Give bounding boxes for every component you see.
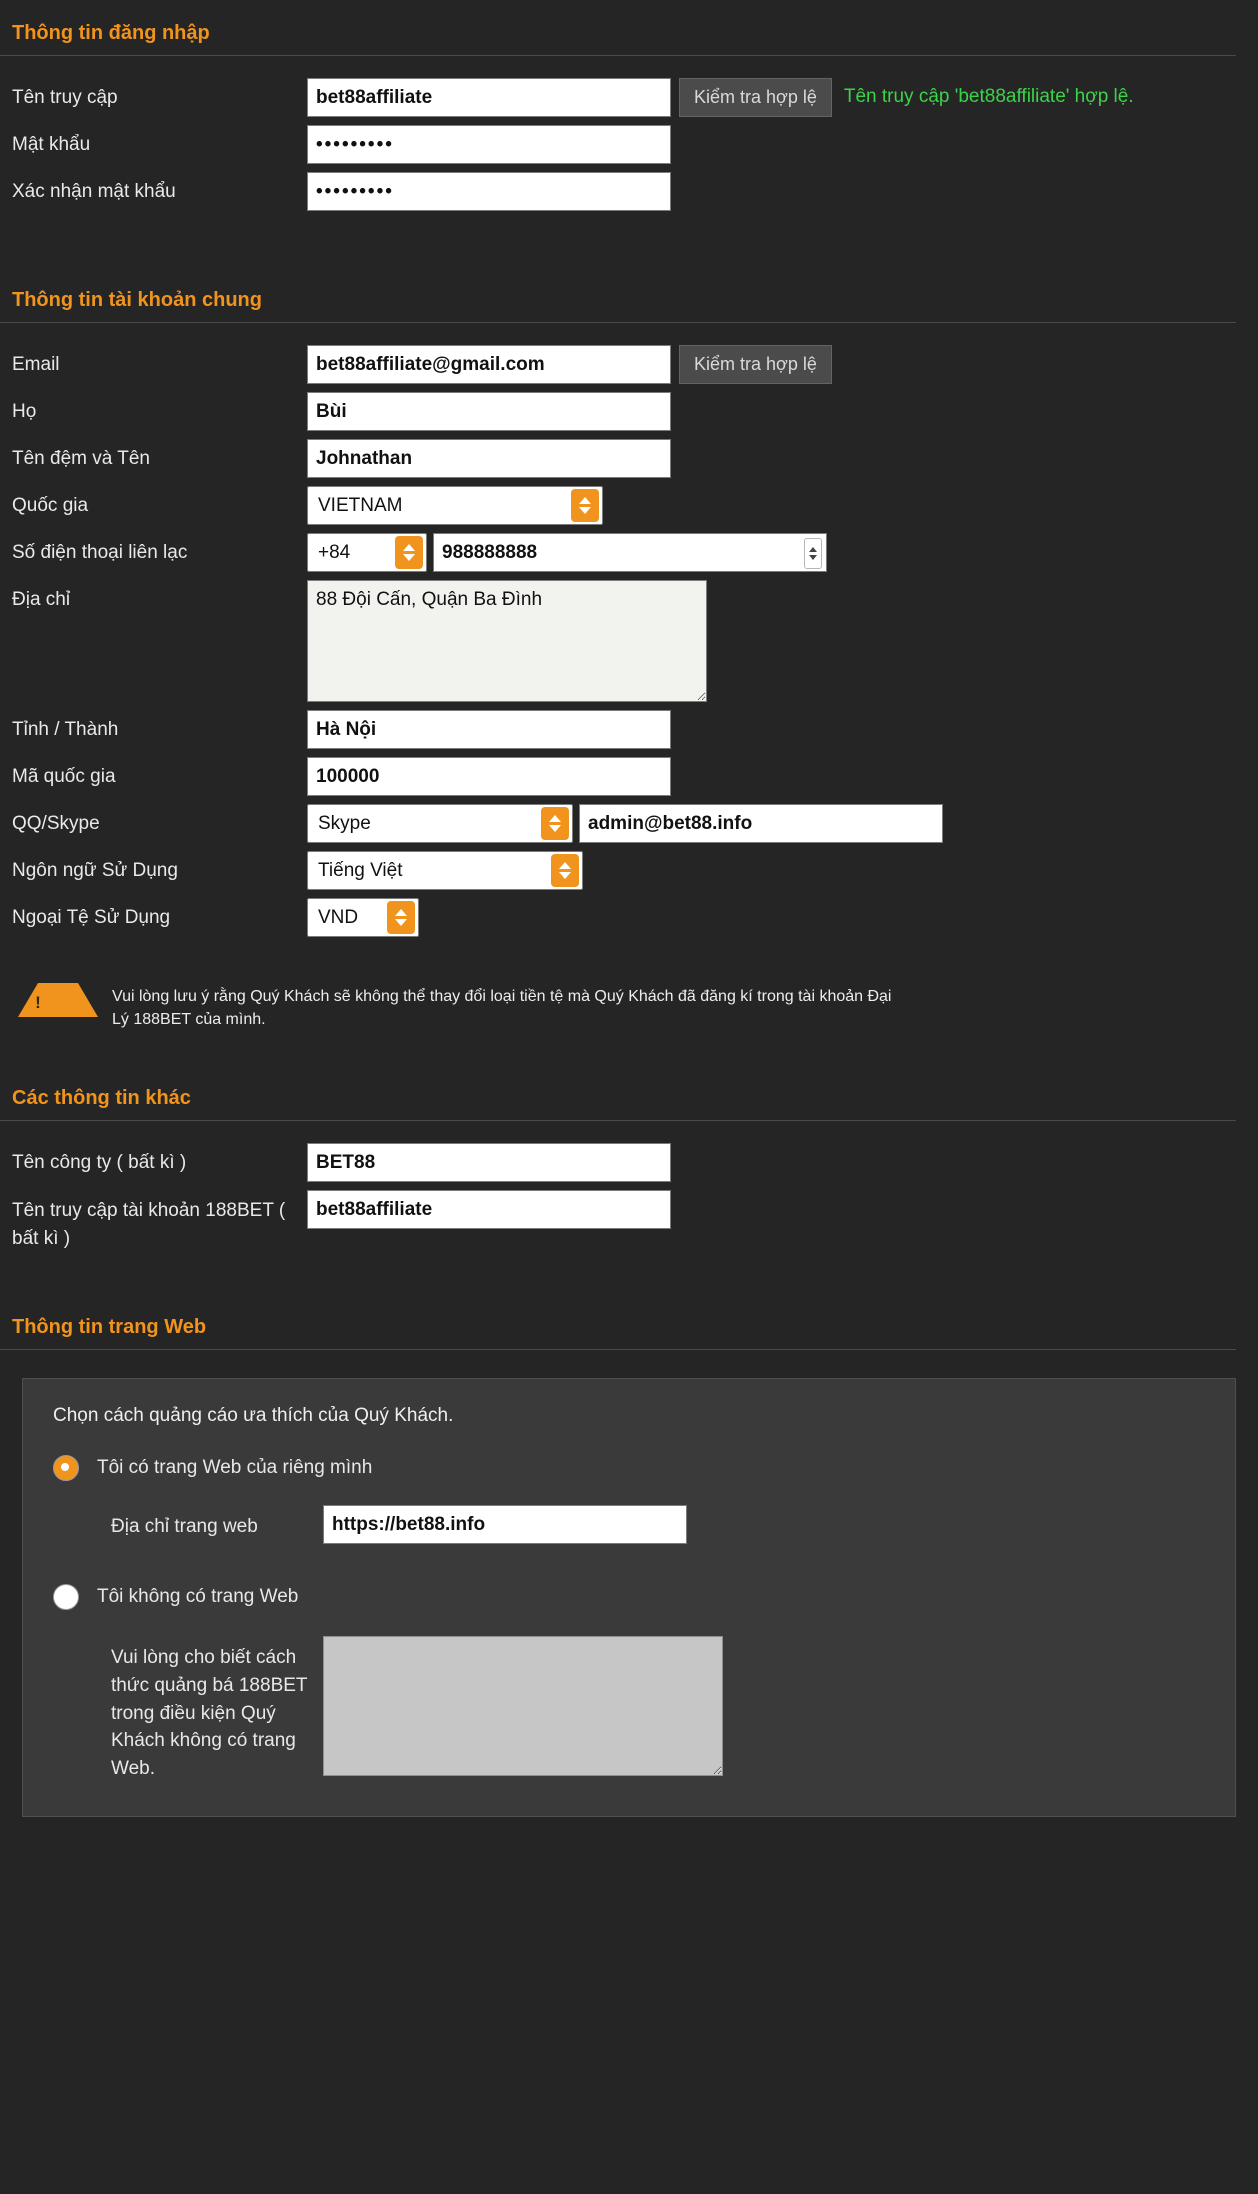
username-valid-message: Tên truy cập 'bet88affiliate' hợp lệ. — [843, 86, 1134, 107]
phone-number-input[interactable] — [433, 533, 827, 572]
currency-select[interactable] — [307, 898, 419, 937]
row-account188 — [12, 1190, 1258, 1252]
label-phone: Số điện thoại liên lạc — [12, 542, 188, 563]
row-password — [12, 125, 1258, 164]
username-check-button[interactable]: Kiểm tra hợp lệ — [679, 78, 832, 117]
row-address — [12, 580, 1258, 702]
label-zip: Mã quốc gia — [12, 766, 116, 787]
label-firstname: Tên đệm và Tên — [12, 448, 151, 469]
radio-no-site-icon[interactable] — [53, 1584, 79, 1610]
field-language — [307, 851, 583, 890]
language-select[interactable] — [307, 851, 583, 890]
website-panel-lead: Chọn cách quảng cáo ưa thích của Quý Khách. — [53, 1405, 454, 1427]
lastname-input[interactable] — [307, 392, 671, 431]
field-phone — [307, 533, 827, 572]
row-confirm-password — [12, 172, 1258, 211]
section-title-website: Thông tin trang Web — [0, 1316, 1236, 1350]
label-address: Địa chỉ — [12, 589, 71, 610]
spacer-between-radios — [53, 1544, 1205, 1584]
spacer-after-other — [0, 1260, 1258, 1316]
row-no-site-note — [111, 1636, 1205, 1782]
label-confirm-password: Xác nhận mật khẩu — [12, 181, 176, 202]
label-im: QQ/Skype — [12, 813, 100, 834]
field-confirm-password — [307, 172, 671, 211]
label-currency: Ngoại Tệ Sử Dụng — [12, 907, 171, 928]
row-company — [12, 1143, 1258, 1182]
field-account188 — [307, 1190, 671, 1229]
password-input[interactable] — [307, 125, 671, 164]
company-input[interactable] — [307, 1143, 671, 1182]
label-account188: Tên truy cập tài khoản 188BET ( bất kì ) — [12, 1200, 286, 1249]
general-fields — [0, 323, 1258, 937]
phone-code-select[interactable] — [307, 533, 427, 572]
section-general — [0, 289, 1258, 1031]
row-phone — [12, 533, 1258, 572]
radio-option-no-site[interactable] — [53, 1584, 1205, 1610]
language-select-wrap — [307, 851, 583, 890]
label-lastname: Họ — [12, 401, 37, 422]
radio-has-site-label: Tôi có trang Web của riêng mình — [97, 1457, 373, 1479]
radio-no-site-label: Tôi không có trang Web — [97, 1586, 299, 1608]
no-site-note-textarea[interactable] — [323, 1636, 723, 1776]
row-currency — [12, 898, 1258, 937]
radio-has-site-icon[interactable] — [53, 1455, 79, 1481]
field-lastname — [307, 392, 671, 431]
row-im — [12, 804, 1258, 843]
province-input[interactable] — [307, 710, 671, 749]
account188-input[interactable] — [307, 1190, 671, 1229]
field-province — [307, 710, 671, 749]
site-url-input[interactable] — [323, 1505, 687, 1544]
label-language: Ngôn ngữ Sử Dụng — [12, 860, 178, 881]
field-country — [307, 486, 603, 525]
section-title-general: Thông tin tài khoản chung — [0, 289, 1236, 323]
spacer-after-general — [0, 1031, 1258, 1087]
currency-select-wrap — [307, 898, 419, 937]
row-lastname — [12, 392, 1258, 431]
currency-warning-text: Vui lòng lưu ý rằng Quý Khách sẽ không thể thay đổi loại tiền tệ mà Quý Khách đã đăng kí trong tài khoản Đại Lý 188BET của mình. — [112, 988, 892, 1029]
label-email: Email — [12, 354, 60, 375]
label-company: Tên công ty ( bất kì ) — [12, 1152, 187, 1174]
label-country: Quốc gia — [12, 495, 89, 516]
section-other — [0, 1087, 1258, 1252]
website-panel — [22, 1378, 1236, 1817]
row-language — [12, 851, 1258, 890]
row-username — [12, 78, 1258, 117]
username-input[interactable] — [307, 78, 671, 117]
email-check-button[interactable]: Kiểm tra hợp lệ — [679, 345, 832, 384]
country-select[interactable] — [307, 486, 603, 525]
im-type-select-wrap — [307, 804, 573, 843]
section-title-login: Thông tin đăng nhập — [0, 22, 1236, 56]
address-textarea[interactable] — [307, 580, 707, 702]
warning-triangle-icon — [18, 983, 98, 1017]
row-zip — [12, 757, 1258, 796]
email-input[interactable] — [307, 345, 671, 384]
row-province — [12, 710, 1258, 749]
label-username: Tên truy cập — [12, 87, 118, 108]
zip-input[interactable] — [307, 757, 671, 796]
phone-code-select-wrap — [307, 533, 427, 572]
spacer-after-login — [0, 219, 1258, 289]
field-im — [307, 804, 943, 843]
spacer-bottom — [0, 1817, 1258, 1841]
field-address — [307, 580, 707, 702]
section-login — [0, 0, 1258, 211]
section-website — [0, 1316, 1258, 1817]
row-country — [12, 486, 1258, 525]
section-title-other: Các thông tin khác — [0, 1087, 1236, 1121]
field-email — [307, 345, 832, 384]
label-no-site-note: Vui lòng cho biết cách thức quảng bá 188BET trong điều kiện Quý Khách không có trang Web. — [111, 1647, 308, 1779]
row-firstname — [12, 439, 1258, 478]
firstname-input[interactable] — [307, 439, 671, 478]
field-company — [307, 1143, 671, 1182]
im-id-input[interactable] — [579, 804, 943, 843]
row-site-url — [111, 1505, 1205, 1544]
radio-option-has-site[interactable] — [53, 1455, 1205, 1481]
field-username — [307, 78, 1134, 117]
field-zip — [307, 757, 671, 796]
field-password — [307, 125, 671, 164]
currency-warning — [18, 983, 1258, 1031]
label-password: Mật khẩu — [12, 134, 91, 155]
phone-number-wrap — [433, 533, 827, 572]
row-email — [12, 345, 1258, 384]
field-currency — [307, 898, 419, 937]
confirm-password-input[interactable] — [307, 172, 671, 211]
country-select-wrap — [307, 486, 603, 525]
im-type-select[interactable] — [307, 804, 573, 843]
other-fields — [0, 1121, 1258, 1252]
field-firstname — [307, 439, 671, 478]
label-province: Tỉnh / Thành — [12, 719, 119, 740]
label-site-url: Địa chỉ trang web — [111, 1516, 258, 1538]
login-fields — [0, 56, 1258, 211]
